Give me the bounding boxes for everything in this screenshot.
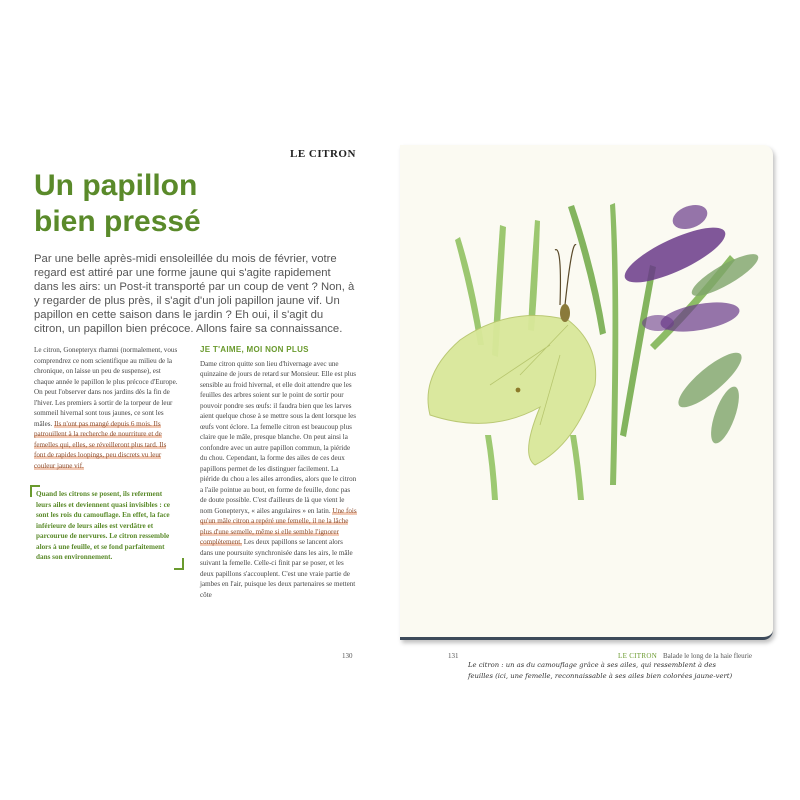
intro-paragraph: Par une belle après-midi ensoleillée du mois de février, votre regard est attiré par une forme jaune qui s'agite rapidement dans les airs: un Post-it transporté par un coup de vent ? Non, à y regarder de plus près, il s'agit d'un joli papillon jaune vif. Un papillon en cette saison dans le jardin ? Eh oui, il s'agit du citron, un papillon bien précoce. Allons faire sa connaissance.	[34, 253, 355, 335]
running-head: LE CITRON	[290, 148, 356, 160]
footer-chapter-title: Balade le long de la haie fleurie	[663, 652, 753, 660]
title-line-2: bien pressé	[34, 205, 201, 238]
page-number-left: 130	[342, 652, 353, 660]
column-1-highlight: Ils n'ont pas mangé depuis 6 mois. Ils patrouillent à la recherche de nourriture et de femelles qui, elles, se réveilleront plus tard. Ils font de rapides loopings, peu discrets vu leur couleur jaune vif.	[34, 419, 167, 470]
quote-close-bracket-icon	[174, 558, 184, 570]
section-heading: JE T'AIME, MOI NON PLUS	[200, 345, 309, 354]
column-1	[34, 345, 179, 471]
column-2-text: Dame citron quitte son lieu d'hivernage avec une quinzaine de jours de retard sur Monsieur. Elle est plus sensible au froid hivernal, et elle doit attendre que les feuilles des arbres soient sur le point de sortir pour pouvoir pondre ses œufs: il faudra bien que les larves aient quelque chose à se mettre sous la dent lorsque les œufs vont éclore. La femelle citron est beaucoup plus claire que le mâle, presque blanche. On peut ainsi la confondre avec un autre papillon commun, la piéride du chou. Cependant, la forme des ailes de ces deux papillons permet de les distinguer facilement. La piéride du chou a les ailes arrondies, alors que le citron a l'aile pointue au bout, en forme de feuille, donc pas de doute possible. C'est d'ailleurs de là que vient le nom Gonepteryx, « ailes angulaires » en latin.	[200, 359, 357, 515]
column-2-highlight: Une fois qu'un mâle citron a repéré une femelle, il ne la lâche plus d'une semelle, même si elle semble l'ignorer complètement.	[200, 506, 357, 546]
column-2-text-continued: Les deux papillons se lancent alors dans une poursuite synchronisée dans les airs, le mâle suivant la femelle. Celle-ci finit par se poser, et les deux papillons s'accouplent. C'est une vraie partie de jambes en l'air, puisque les deux partenaires se mettent côte	[200, 538, 356, 599]
column-1-text: Le citron, Gonepteryx rhamni (normalement, vous comprendrez ce nom scientifique au milieu de la chronique, on laisse un peu de suspense), est chaque année le papillon le plus précoce d'Europe. On peut l'observer dans nos jardins dès la fin de l'hiver. Les premiers à sortir de la torpeur de leur sommeil hivernal sont tous jaunes, ce sont les mâles.	[34, 346, 178, 428]
title-line-1: Un papillon	[34, 169, 198, 202]
brimstone-butterfly-icon	[428, 245, 596, 465]
pull-quote	[30, 485, 180, 570]
illustration-caption: Le citron : un as du camouflage grâce à ses ailes, qui ressemblent à des feuilles (ici, une femelle, reconnaissable à ses ailes bien colorées jaune-vert)	[468, 661, 733, 680]
page-number-right: 131	[448, 652, 459, 660]
page-title	[34, 168, 201, 240]
leaves-icon	[672, 247, 763, 446]
pull-quote-text: Quand les citrons se posent, ils referment leurs ailes et deviennent quasi invisibles : ce sont les rois du camouflage. En effet, la face inférieure de leurs ailes est verdâtre et parcourue de nervures. Le citron ressemble alors à une feuille, et se fond parfaitement dans son environnement.	[36, 490, 170, 561]
column-2	[200, 345, 357, 600]
right-page	[400, 0, 800, 800]
footer-section-title: LE CITRON	[618, 652, 658, 660]
butterfly-on-plants-illustration	[400, 145, 773, 637]
